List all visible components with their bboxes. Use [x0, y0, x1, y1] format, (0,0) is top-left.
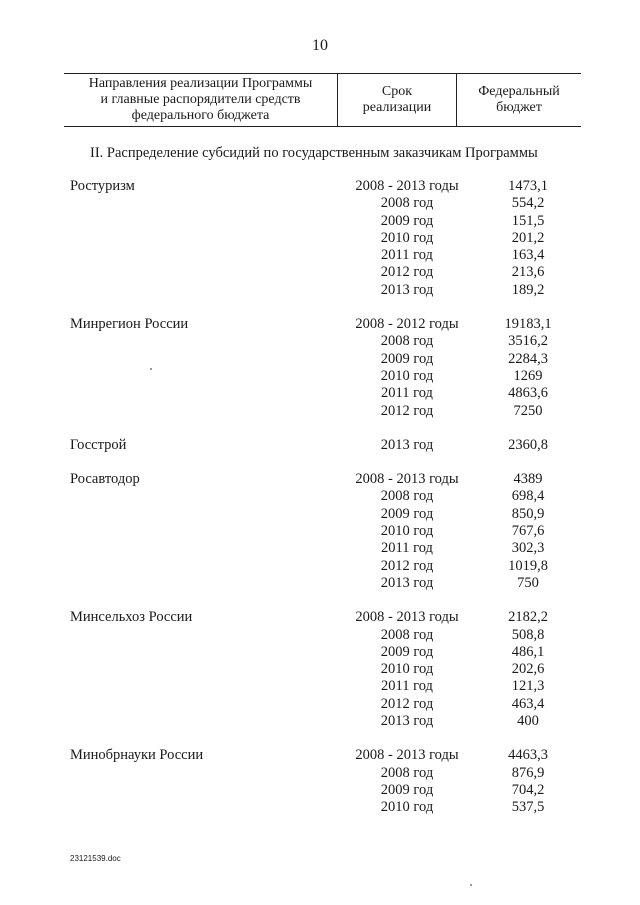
table-row [0, 696, 640, 713]
recipient-group [0, 178, 640, 299]
table-row [0, 437, 640, 454]
table-row [0, 799, 640, 816]
recipient-name: Минрегион России [70, 316, 189, 333]
budget-value-cell: 876,9 [511, 764, 545, 781]
header-directions-text: Направления реализации Программы и главные распорядители средств федерального бюджета [88, 76, 313, 123]
table-row [0, 178, 640, 195]
recipient-name: Госстрой [70, 436, 127, 453]
period-cell: 2010 год [380, 229, 434, 246]
period-cell: 2012 год [380, 264, 434, 281]
period-cell: 2012 год [380, 402, 434, 419]
period-cell: 2013 год [380, 436, 434, 453]
budget-value-cell: 4463,3 [508, 747, 548, 764]
recipient-group [0, 747, 640, 816]
table-row [0, 368, 640, 385]
page-number: 10 [312, 37, 328, 54]
recipient-group [0, 609, 640, 730]
table-row [0, 385, 640, 402]
table-row [0, 213, 640, 230]
table-header [64, 73, 581, 127]
budget-value-cell: 767,6 [511, 523, 545, 540]
period-cell: 2008 - 2012 годы [355, 316, 459, 333]
budget-value-cell: 3516,2 [508, 333, 548, 350]
recipient-group [0, 437, 640, 454]
period-cell: 2008 год [380, 488, 434, 505]
period-cell: 2013 год [380, 713, 434, 730]
table-row [0, 403, 640, 420]
budget-value-cell: 4389 [513, 471, 543, 488]
budget-value-cell: 704,2 [511, 781, 545, 798]
budget-value-cell: 698,4 [511, 488, 545, 505]
period-cell: 2009 год [380, 350, 434, 367]
table-row [0, 713, 640, 730]
section-title: II. Распределение субсидий по государственным заказчикам Программы [90, 145, 538, 161]
table-row [0, 627, 640, 644]
period-cell: 2010 год [380, 523, 434, 540]
budget-value-cell: 486,1 [511, 643, 545, 660]
budget-value-cell: 554,2 [511, 195, 545, 212]
table-row [0, 661, 640, 678]
period-cell: 2008 год [380, 764, 434, 781]
budget-value-cell: 4863,6 [508, 385, 548, 402]
table-row [0, 506, 640, 523]
table-row [0, 333, 640, 350]
period-cell: 2012 год [380, 695, 434, 712]
budget-value-cell: 201,2 [511, 229, 545, 246]
period-cell: 2011 год [381, 678, 433, 695]
recipient-name: Ростуризм [70, 178, 135, 194]
period-cell: 2011 год [381, 540, 433, 557]
period-cell: 2008 - 2013 годы [355, 178, 459, 194]
header-period-text: Срок реализации [362, 84, 432, 115]
table-row [0, 282, 640, 299]
table-row [0, 264, 640, 281]
table-row [0, 609, 640, 626]
recipient-name: Минобрнауки России [70, 747, 204, 764]
period-cell: 2009 год [380, 781, 434, 798]
budget-value-cell: 2284,3 [508, 350, 548, 367]
budget-value-cell: 463,4 [511, 695, 545, 712]
recipient-group [0, 471, 640, 592]
period-cell: 2010 год [380, 367, 434, 384]
budget-value-cell: 537,5 [511, 799, 545, 816]
budget-value-cell: 2360,8 [508, 436, 548, 453]
budget-value-cell: 1269 [513, 367, 543, 384]
budget-value-cell: 2182,2 [508, 609, 548, 626]
period-cell: 2008 - 2013 годы [355, 609, 459, 626]
budget-value-cell: 151,5 [511, 212, 545, 229]
table-row [0, 195, 640, 212]
budget-value-cell: 163,4 [511, 247, 545, 264]
budget-value-cell: 508,8 [511, 626, 545, 643]
budget-value-cell: 750 [517, 574, 539, 591]
table-row [0, 540, 640, 557]
table-row [0, 575, 640, 592]
header-budget-text: Федеральный бюджет [478, 84, 560, 115]
budget-value-cell: 7250 [513, 402, 543, 419]
period-cell: 2008 - 2013 годы [355, 471, 459, 488]
subsidy-table [0, 178, 640, 834]
header-budget [457, 74, 581, 126]
period-cell: 2013 год [380, 281, 434, 298]
table-row [0, 782, 640, 799]
footer-file-code: 23121539.doc [70, 854, 121, 863]
header-period [338, 74, 457, 126]
table-row [0, 765, 640, 782]
period-cell: 2009 год [380, 212, 434, 229]
recipient-name: Росавтодор [70, 471, 140, 488]
budget-value-cell: 189,2 [511, 281, 545, 298]
table-row [0, 351, 640, 368]
budget-value-cell: 1019,8 [508, 557, 548, 574]
period-cell: 2008 год [380, 333, 434, 350]
table-row [0, 523, 640, 540]
header-directions [64, 74, 338, 126]
budget-value-cell: 302,3 [511, 540, 545, 557]
recipient-name: Минсельхоз России [70, 609, 193, 626]
budget-value-cell: 1473,1 [508, 178, 548, 194]
budget-value-cell: 121,3 [511, 678, 545, 695]
period-cell: 2009 год [380, 505, 434, 522]
budget-value-cell: 202,6 [511, 661, 545, 678]
period-cell: 2010 год [380, 661, 434, 678]
scan-speck [150, 368, 152, 370]
period-cell: 2010 год [380, 799, 434, 816]
budget-value-cell: 213,6 [511, 264, 545, 281]
period-cell: 2011 год [381, 247, 433, 264]
period-cell: 2012 год [380, 557, 434, 574]
budget-value-cell: 850,9 [511, 505, 545, 522]
table-row [0, 230, 640, 247]
table-row [0, 247, 640, 264]
period-cell: 2008 год [380, 626, 434, 643]
table-row [0, 558, 640, 575]
budget-value-cell: 400 [517, 713, 539, 730]
table-row [0, 678, 640, 695]
budget-value-cell: 19183,1 [504, 316, 552, 333]
table-row [0, 471, 640, 488]
table-row [0, 747, 640, 764]
period-cell: 2011 год [381, 385, 433, 402]
table-row [0, 316, 640, 333]
period-cell: 2008 год [380, 195, 434, 212]
period-cell: 2013 год [380, 574, 434, 591]
recipient-group [0, 316, 640, 420]
table-row [0, 488, 640, 505]
period-cell: 2009 год [380, 643, 434, 660]
table-row [0, 644, 640, 661]
period-cell: 2008 - 2013 годы [355, 747, 459, 764]
scan-speck [470, 884, 472, 886]
